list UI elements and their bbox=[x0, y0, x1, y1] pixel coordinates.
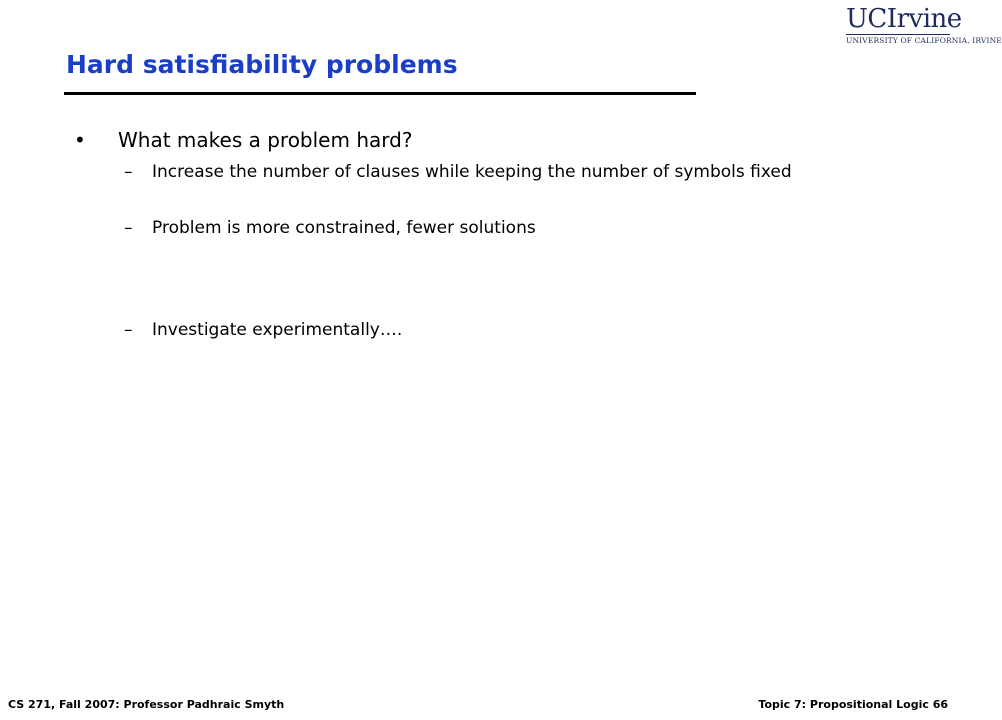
dash-icon: – bbox=[124, 320, 133, 340]
dash-icon: – bbox=[124, 218, 133, 238]
uci-logo bbox=[846, 4, 1002, 45]
logo-subtitle: UNIVERSITY OF CALIFORNIA, IRVINE bbox=[846, 36, 1002, 45]
sub-bullet-text: Investigate experimentally…. bbox=[152, 320, 403, 340]
footer-course: CS 271, Fall 2007: Professor Padhraic Smyth bbox=[8, 698, 285, 711]
sub-bullet-text: Increase the number of clauses while keeping the number of symbols fixed bbox=[152, 162, 792, 182]
dash-icon: – bbox=[124, 162, 133, 182]
footer-topic-page: Topic 7: Propositional Logic 66 bbox=[758, 698, 948, 711]
main-bullet-text: What makes a problem hard? bbox=[118, 128, 413, 152]
sub-bullet-text: Problem is more constrained, fewer solutions bbox=[152, 218, 536, 238]
slide-title: Hard satisfiability problems bbox=[66, 50, 458, 79]
logo-wordmark: UCIrvine bbox=[846, 4, 962, 34]
title-underline bbox=[64, 92, 696, 95]
bullet-dot-icon: • bbox=[74, 128, 86, 152]
